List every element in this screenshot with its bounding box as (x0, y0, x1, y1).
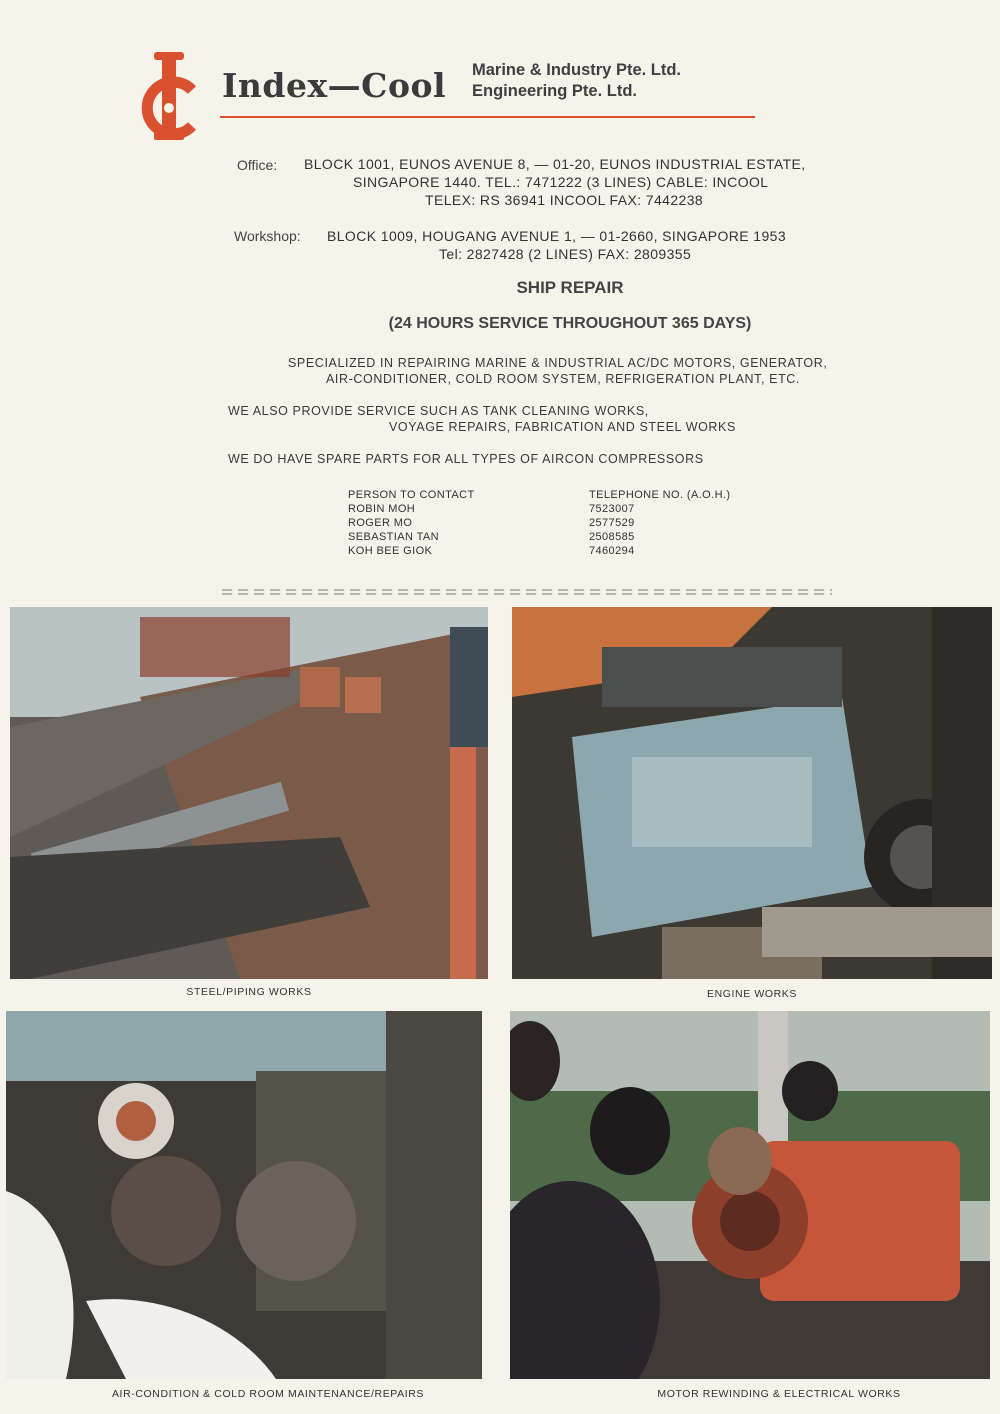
contact-row (348, 545, 768, 559)
headline: SHIP REPAIR (516, 278, 624, 297)
office-label: Office: (237, 157, 278, 173)
service-line: (24 HOURS SERVICE THROUGHOUT 365 DAYS) (388, 315, 752, 332)
header-rule (220, 116, 755, 118)
index-cool-logo (132, 50, 204, 142)
also-provide-line-2: VOYAGE REPAIRS, FABRICATION AND STEEL WORKS (389, 420, 736, 434)
photo-steel-piping (10, 607, 488, 979)
office-line-1: BLOCK 1001, EUNOS AVENUE 8, — 01-20, EUNOS INDUSTRIAL ESTATE, (304, 156, 806, 172)
specialized-line-1: SPECIALIZED IN REPAIRING MARINE & INDUSTRIAL AC/DC MOTORS, GENERATOR, (288, 356, 828, 370)
contact-row (348, 503, 768, 517)
company-line-1: Marine & Industry Pte. Ltd. (472, 61, 682, 79)
also-provide-line-1: WE ALSO PROVIDE SERVICE SUCH AS TANK CLEANING WORKS, (228, 404, 649, 418)
photo-aircon (6, 1011, 482, 1379)
office-line-3: TELEX: RS 36941 INCOOL FAX: 7442238 (425, 192, 704, 208)
contact-header-row (348, 489, 768, 503)
contact-tel: 7523007 (589, 503, 635, 515)
workshop-line-2: Tel: 2827428 (2 LINES) FAX: 2809355 (439, 246, 692, 262)
contact-name: ROBIN MOH (348, 503, 416, 515)
contact-tel: 2508585 (589, 531, 635, 543)
photo-motor (510, 1011, 990, 1379)
contact-header-tel: TELEPHONE NO. (A.O.H.) (589, 489, 731, 501)
caption-engine: ENGINE WORKS (706, 988, 798, 1000)
company-names (472, 60, 681, 102)
contact-header-name: PERSON TO CONTACT (348, 489, 475, 501)
office-line-2: SINGAPORE 1440. TEL.: 7471222 (3 LINES) CABLE: INCOOL (353, 174, 769, 190)
photo-engine (512, 607, 992, 979)
company-line-2: Engineering Pte. Ltd. (472, 82, 638, 100)
contact-tel: 2577529 (589, 517, 635, 529)
contact-row (348, 531, 768, 545)
contact-row (348, 517, 768, 531)
contact-name: ROGER MO (348, 517, 413, 529)
caption-steel-piping: STEEL/PIPING WORKS (186, 986, 312, 998)
caption-aircon: AIR-CONDITION & COLD ROOM MAINTENANCE/REPAIRS (111, 1388, 425, 1400)
specialized-line-2: AIR-CONDITIONER, COLD ROOM SYSTEM, REFRIGERATION PLANT, ETC. (326, 372, 800, 386)
workshop-line-1: BLOCK 1009, HOUGANG AVENUE 1, — 01-2660, SINGAPORE 1953 (327, 228, 787, 244)
contact-name: KOH BEE GIOK (348, 545, 433, 557)
spare-parts-line: WE DO HAVE SPARE PARTS FOR ALL TYPES OF AIRCON COMPRESSORS (228, 452, 704, 466)
dashed-divider (222, 588, 832, 596)
contact-name: SEBASTIAN TAN (348, 531, 439, 543)
contact-table (348, 489, 768, 559)
caption-motor: MOTOR REWINDING & ELECTRICAL WORKS (657, 1388, 901, 1400)
brand-name: Index—Cool (222, 66, 446, 105)
workshop-label: Workshop: (234, 228, 301, 244)
contact-tel: 7460294 (589, 545, 635, 557)
